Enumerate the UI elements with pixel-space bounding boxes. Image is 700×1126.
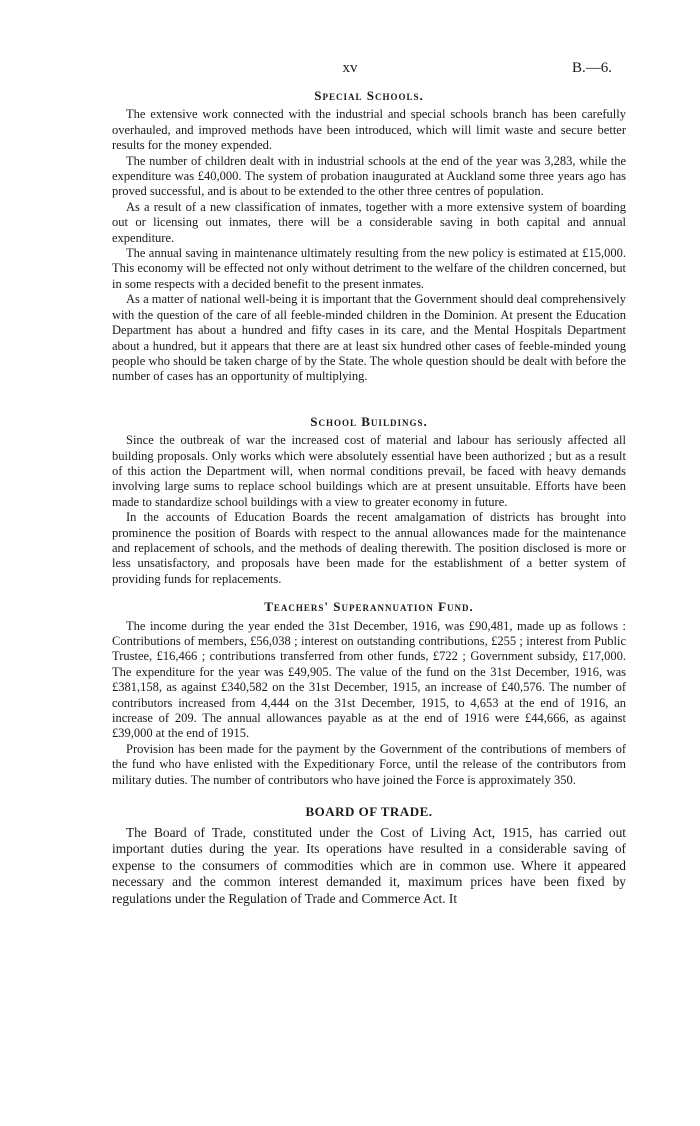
paragraph: As a matter of national well-being it is important that the Government should deal comprehensively with the question of the care of all feeble-minded children in the Dominion. At present the Education Department has about a hundred and fifty cases in its care, and the Mental Hospitals Department about a hundred, but it appears that there are at least six hundred other cases of feeble-minded young people who should be taken charge of by the State. The whole question should be dealt with before the number of cases has an opportunity of multiplying. (112, 292, 626, 384)
page-body (112, 88, 626, 908)
section-teachers-superannuation-fund (112, 599, 626, 788)
section-school-buildings (112, 414, 626, 587)
section-heading: Teachers' Superannuation Fund. (264, 599, 474, 615)
paragraph: The Board of Trade, constituted under the Cost of Living Act, 1915, has carried out important duties during the year. Its operations have resulted in a considerable saving of expense to the consumers of commodities which are in common use. Where it appeared necessary and the common interest demanded it, maximum prices have been fixed by regulations under the Regulation of Trade and Commerce Act. It (112, 824, 626, 907)
section-heading: School Buildings. (310, 413, 428, 429)
paragraph: The annual saving in maintenance ultimately resulting from the new policy is estimated at £15,000. This economy will be effected not only without detriment to the welfare of the children concerned, but in some respects with a decided benefit to the present inmates. (112, 246, 626, 291)
paragraph: The extensive work connected with the industrial and special schools branch has been carefully overhauled, and improved methods have been introduced, which will limit waste and secure better results for the money expended. (112, 107, 626, 153)
section-board-of-trade (112, 804, 626, 908)
document-reference: B.—6. (571, 60, 612, 76)
paragraph: In the accounts of Education Boards the recent amalgamation of districts has brought into prominence the position of Boards with respect to the annual allowances made for the maintenance and replacement of schools, and the methods of dealing therewith. The position disclosed is more or less unsatisfactory, and proposals have been made for the establishment of a better system of providing funds for replacements. (112, 510, 626, 586)
paragraph: The number of children dealt with in industrial schools at the end of the year was 3,283, while the expenditure was £40,000. The system of probation inaugurated at Auckland some three years ago has proved successful, and is about to be extended to the other three centres of population. (112, 153, 626, 199)
section-special-schools (112, 88, 626, 385)
paragraph: Since the outbreak of war the increased cost of material and labour has seriously affected all building proposals. Only works which were absolutely essential have been authorized ; but as a result of this action the Department will, when normal conditions prevail, be faced with heavy demands involving large sums to replace school buildings which are at present unsuitable. Efforts have been made to standardize school buildings with a view to greater economy in future. (112, 433, 626, 509)
page-number: xv (342, 60, 358, 76)
paragraph: Provision has been made for the payment by the Government of the contributions of members of the fund who have enlisted with the Expeditionary Force, until the release of the contributors from military duties. The number of contributors who have joined the Force is approximately 350. (112, 741, 626, 787)
page-header (0, 60, 700, 80)
paragraph: The income during the year ended the 31st December, 1916, was £90,481, made up as follows : Contributions of members, £56,038 ; interest on outstanding contributions, £255 ; interest from Public Trustee, £16,466 ; contributions transferred from other funds, £722 ; Government subsidy, £17,000. The expenditure for the year was £49,905. The value of the fund on the 31st December, 1916, was £381,158, as against £340,582 on the 31st December, 1915, an increase of £40,576. The number of contributors increased from 4,444 on the 31st December, 1915, to 4,653 at the end of 1916, an increase of 209. The annual allowances payable as at the end of 1916 were £44,666, as against £39,000 at the end of 1915. (112, 618, 626, 741)
paragraph: As a result of a new classification of inmates, together with a more extensive system of boarding out or licensing out inmates, there will be a considerable saving in both capital and annual expenditure. (112, 199, 626, 245)
section-heading: BOARD OF TRADE. (305, 804, 433, 820)
section-heading: Special Schools. (314, 88, 424, 103)
